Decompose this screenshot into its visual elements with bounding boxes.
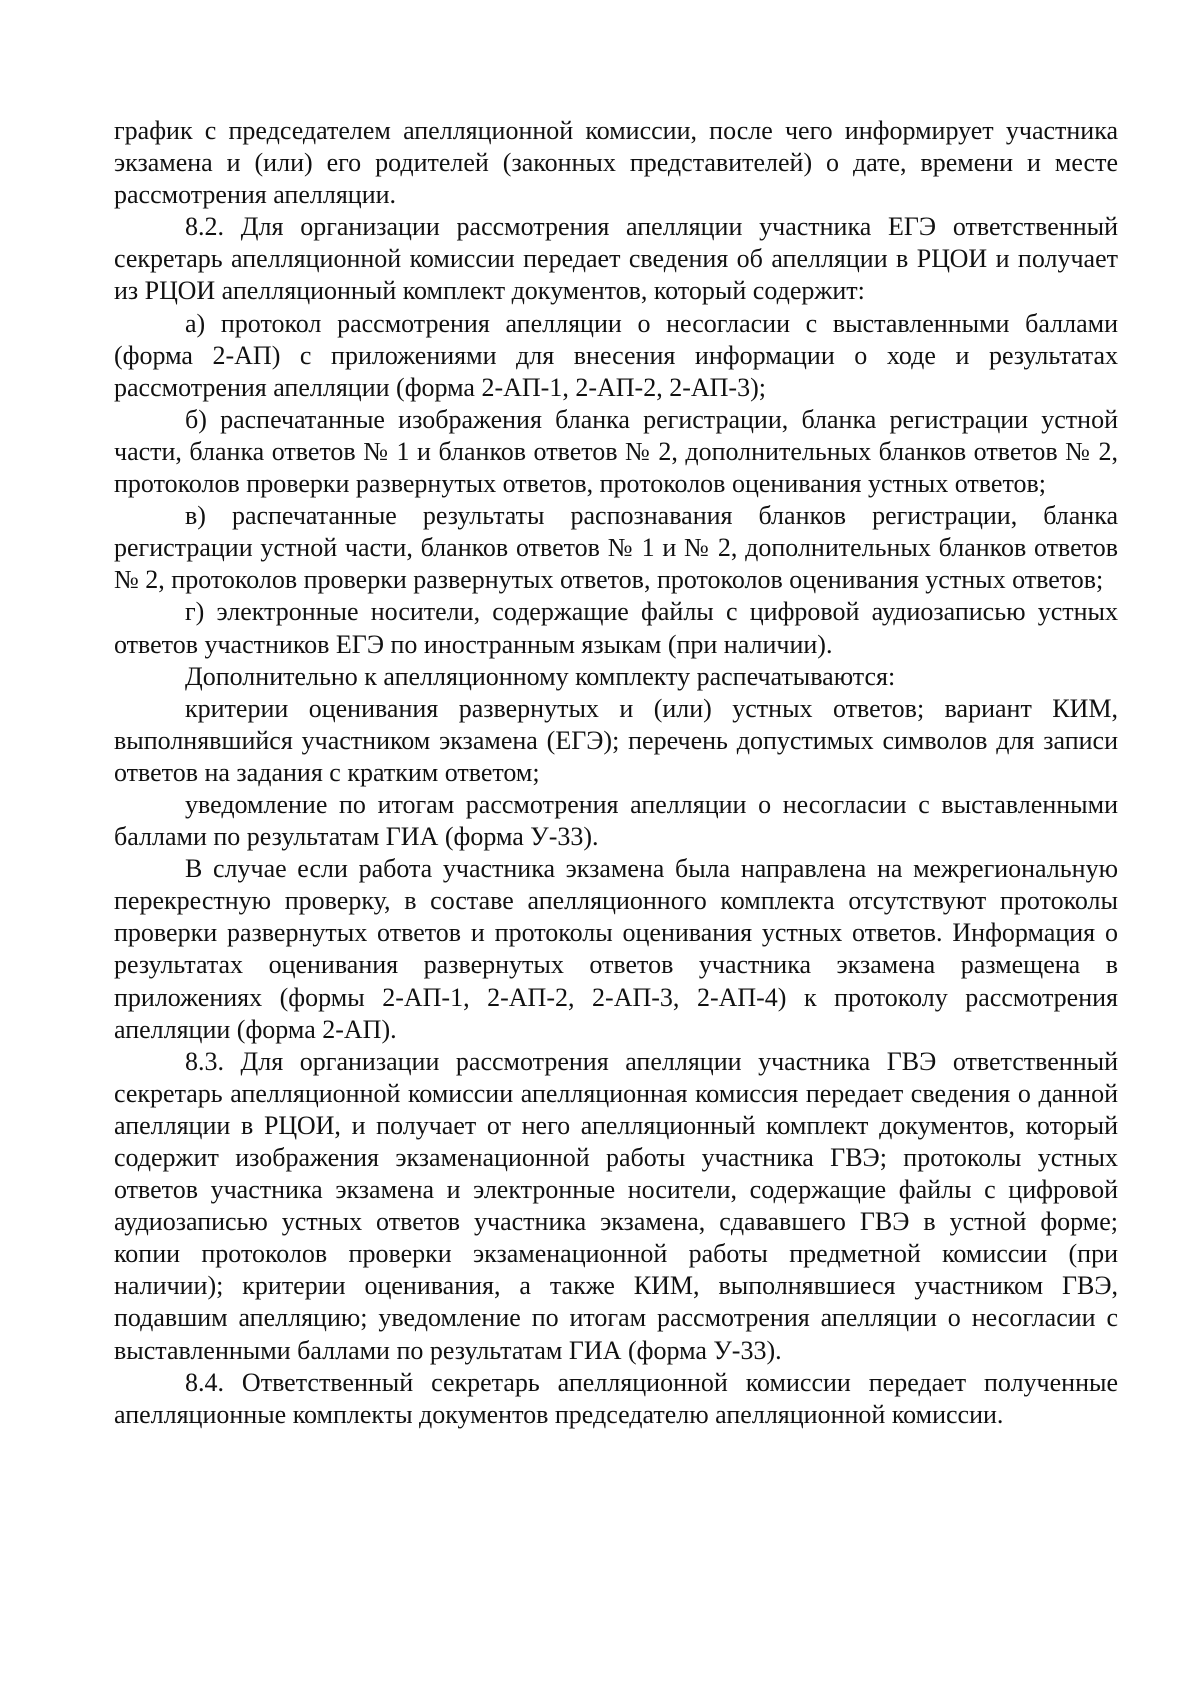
paragraph-criteria: критерии оценивания развернутых и (или) устных ответов; вариант КИМ, выполнявшийся участником экзамена (ЕГЭ); перечень допустимых символов для записи ответов на задания с кратким ответом; — [114, 693, 1118, 787]
paragraph-notification: уведомление по итогам рассмотрения апелляции о несогласии с выставленными баллами по результатам ГИА (форма У-33). — [114, 789, 1118, 852]
list-item-b: б) распечатанные изображения бланка регистрации, бланка регистрации устной части, бланка ответов № 1 и бланков ответов № 2, дополнительных бланков ответов № 2, протоколов проверки развернутых ответов, протоколов оценивания устных ответов; — [114, 404, 1118, 499]
list-item-v: в) распечатанные результаты распознавания бланков регистрации, бланка регистрации устной части, бланков ответов № 1 и № 2, дополнительных бланков ответов № 2, протоколов проверки развернутых ответов, протоколов оценивания устных ответов; — [114, 501, 1118, 595]
paragraph-interregional-check: В случае если работа участника экзамена была направлена на межрегиональную перекрестную проверку, в составе апелляционного комплекта отсутствуют протоколы проверки развернутых ответов и протоколы оценивания устных ответов. Информация о результатах оценивания развернутых ответов участника экзамена размещена в приложениях (формы 2-АП-1, 2-АП-2, 2-АП-3, 2-АП-4) к протоколу рассмотрения апелляции (форма 2-АП). — [114, 854, 1118, 1044]
list-item-a: а) протокол рассмотрения апелляции о несогласии с выставленными баллами (форма 2-АП) с приложениями для внесения информации о ходе и результатах рассмотрения апелляции (форма 2-АП-1, 2-АП-2, 2-АП-3); — [114, 308, 1118, 402]
paragraph-8-3: 8.3. Для организации рассмотрения апелляции участника ГВЭ ответственный секретарь апелляционной комиссии апелляционная комиссия передает сведения о данной апелляции в РЦОИ, и получает от него апелляционный комплект документов, который содержит изображения экзаменационной работы участника ГВЭ; протоколы устных ответов участника экзамена и электронные носители, содержащие файлы с цифровой аудиозаписью устных ответов участника экзамена, сдававшего ГВЭ в устной форме; копии протоколов проверки экзаменационной работы предметной комиссии (при наличии); критерии оценивания, а также КИМ, выполнявшиеся участником ГВЭ, подавшим апелляцию; уведомление по итогам рассмотрения апелляции о несогласии с выставленными баллами по результатам ГИА (форма У-33). — [114, 1046, 1118, 1365]
document-body — [114, 115, 1118, 1431]
paragraph-continuation: график с председателем апелляционной комиссии, после чего информирует участника экзамена и (или) его родителей (законных представителей) о дате, времени и месте рассмотрения апелляции. — [114, 116, 1118, 210]
paragraph-8-2: 8.2. Для организации рассмотрения апелляции участника ЕГЭ ответственный секретарь апелляционной комиссии передает сведения об апелляции в РЦОИ и получает из РЦОИ апелляционный комплект документов, который содержит: — [114, 212, 1118, 306]
list-item-g: г) электронные носители, содержащие файлы с цифровой аудиозаписью устных ответов участников ЕГЭ по иностранным языкам (при наличии). — [114, 597, 1118, 659]
paragraph-additionally: Дополнительно к апелляционному комплекту распечатываются: — [185, 661, 896, 691]
paragraph-8-4: 8.4. Ответственный секретарь апелляционной комиссии передает полученные апелляционные комплекты документов председателю апелляционной комиссии. — [114, 1367, 1118, 1429]
